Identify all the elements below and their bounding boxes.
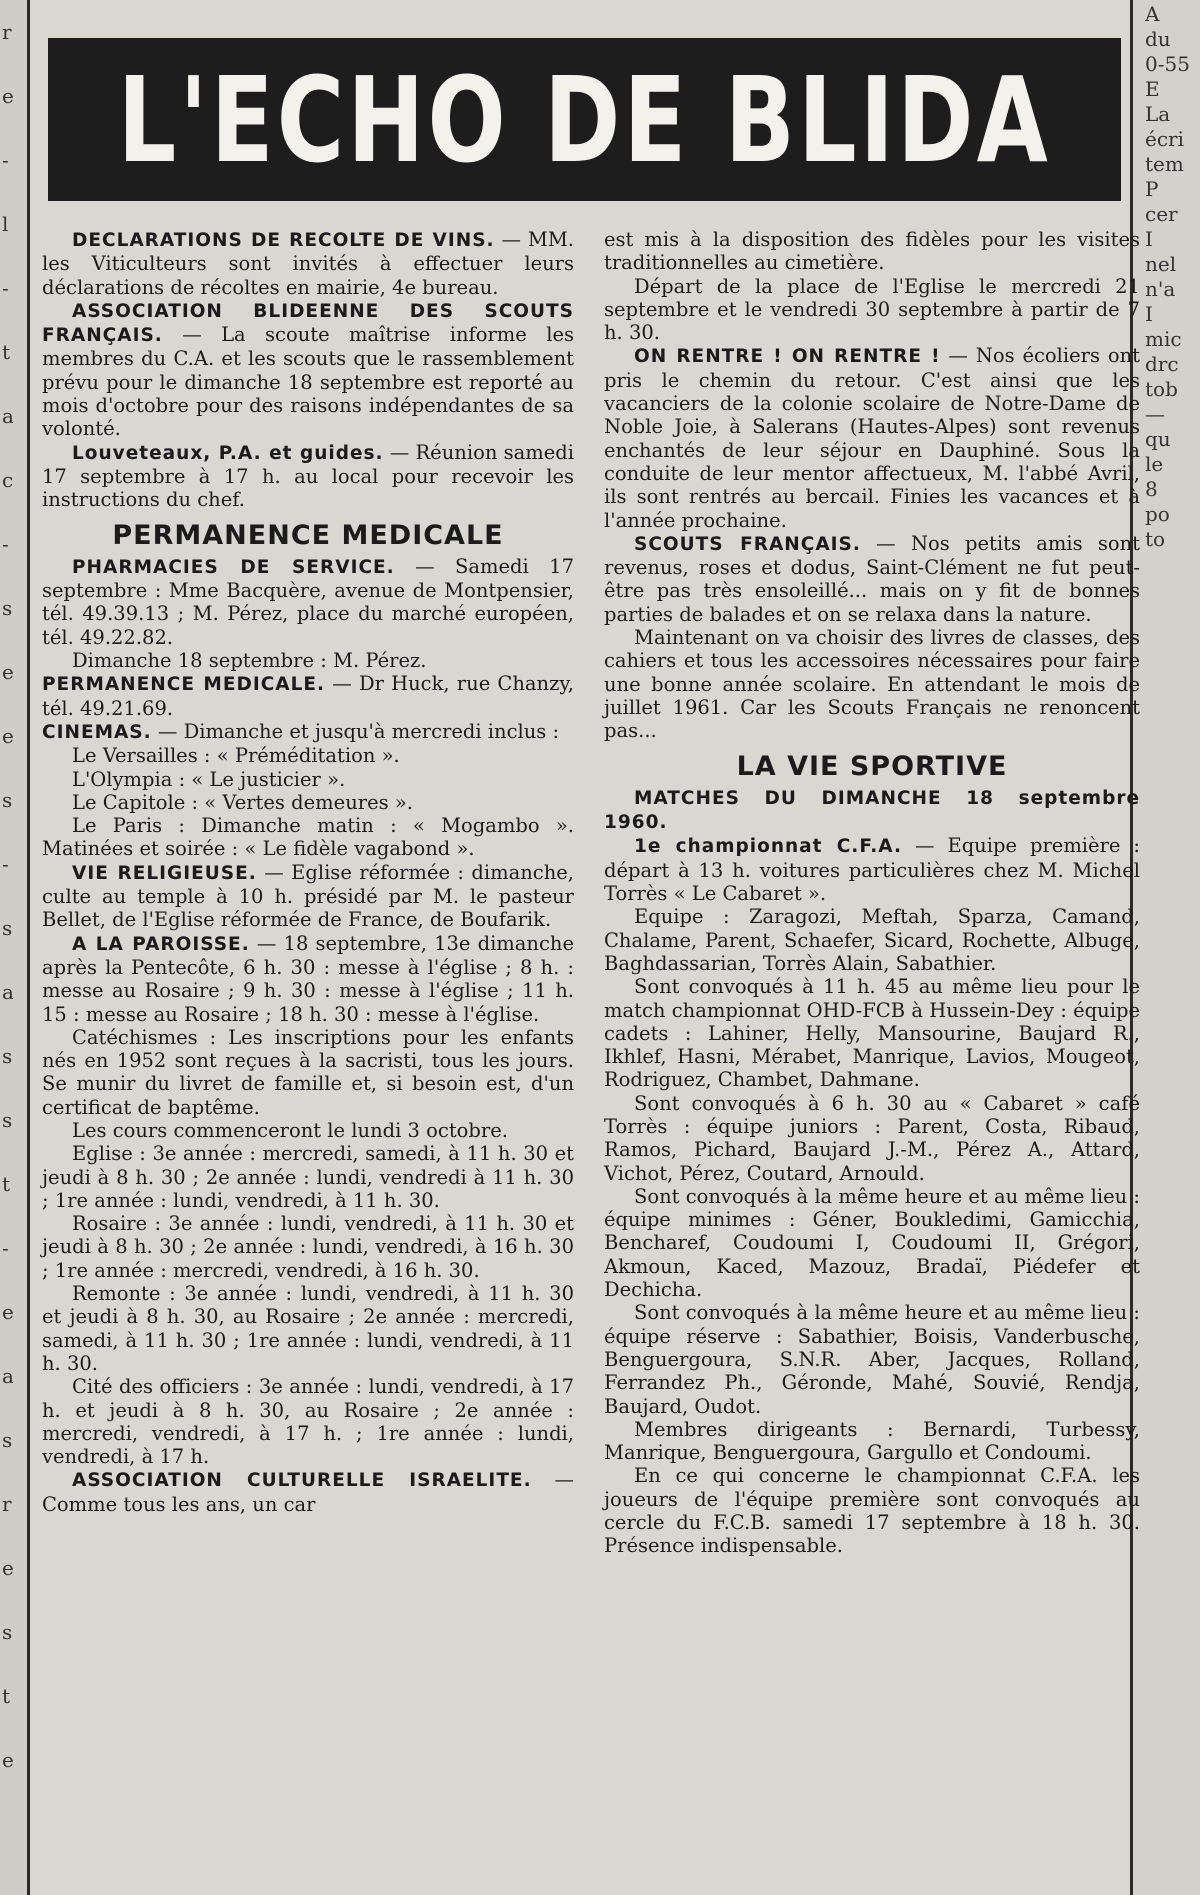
article-head: SCOUTS FRANÇAIS. xyxy=(634,533,861,555)
margin-fragment: - xyxy=(2,1236,9,1260)
article-head: MATCHES DU DIMANCHE 18 septembre 1960. xyxy=(604,787,1140,834)
article-permanence: PERMANENCE MEDICALE. — Dr Huck, rue Chanzy, tél. 49.21.69. xyxy=(42,672,574,720)
article-text: Remonte : 3e année : lundi, vendredi, à 11 h. 30 et jeudi à 8 h. 30, au Rosaire ; 2e année : mercredi, samedi, à 11 h. 30 ; 1re année : lundi, vendredi, à 11 h. 30. xyxy=(42,1282,574,1375)
masthead xyxy=(48,38,1121,201)
article-text: En ce qui concerne le championnat C.F.A. les joueurs de l'équipe première sont convoqués au cercle du F.C.B. samedi 17 septembre à 18 h. 30. Présence indispensable. xyxy=(604,1464,1140,1558)
margin-fragment: e xyxy=(2,1748,14,1772)
margin-fragment: e xyxy=(2,724,14,748)
article-text: Cité des officiers : 3e année : lundi, vendredi, à 17 h. et jeudi à 8 h. 30, au Rosaire ; 2e année : mercredi, vendredi, à 17 h. ; 1re année : lundi, vendredi, à 17 h. xyxy=(42,1375,574,1469)
article-championnat: 1e championnat C.F.A. — Equipe première : départ à 13 h. voitures particulières chez M. Michel Torrès « Le Cabaret ». xyxy=(604,834,1141,906)
article-text: Les cours commenceront le lundi 3 octobre. xyxy=(72,1118,508,1142)
margin-fragment: po xyxy=(1145,502,1170,526)
article-head: PERMANENCE MEDICALE. xyxy=(42,674,326,696)
right-column xyxy=(604,228,1140,1558)
margin-fragment: n'a xyxy=(1145,277,1176,301)
margin-fragment: le xyxy=(1145,452,1164,476)
article-louveteaux: Louveteaux, P.A. et guides. — Réunion samedi 17 septembre à 17 h. au local pour recevoir les instructions du chef. xyxy=(42,440,574,512)
article-paroisse: A LA PAROISSE. — 18 septembre, 13e dimanche après la Pentecôte, 6 h. 30 : messe à l'église ; 8 h. : messe au Rosaire ; 9 h. 30 : messe à l'église ; 11 h. 15 : messe au Rosaire ; 18 h. 30 : messe à l'église. xyxy=(42,931,575,1026)
margin-fragment: c xyxy=(2,468,14,492)
margin-fragment: t xyxy=(2,340,11,364)
right-margin-strip xyxy=(1130,0,1200,1895)
margin-fragment: l xyxy=(2,212,9,236)
article-head: ASSOCIATION CULTURELLE ISRAELITE. xyxy=(72,1470,532,1492)
article-scouts-blideens: ASSOCIATION BLIDEENNE DES SCOUTS FRANÇAIS. — La scoute maîtrise informe les membres du C.A. et les scouts que le rassemblement prévu pour le dimanche 18 septembre est reporté au mois d'octobre pour des raisons indépendantes de sa volonté. xyxy=(42,300,574,441)
article-text: Départ de la place de l'Eglise le mercredi 21 septembre et le vendredi 30 septembre à partir de 7 h. 30. xyxy=(604,274,1140,345)
article-scouts-francais: SCOUTS FRANÇAIS. — Nos petits amis sont revenus, roses et dodus, Saint-Clément ne fut peut-être pas très ensoleillé... mais on y fit de bonnes parties de balades et on se relaxa dans la nature. xyxy=(604,531,1140,626)
margin-fragment: s xyxy=(2,788,13,812)
margin-fragment: La xyxy=(1145,102,1171,126)
article-text: Membres dirigeants : Bernardi, Turbessy, Manrique, Benguergoura, Gargullo et Condoumi. xyxy=(604,1417,1140,1465)
article-pharmacies: PHARMACIES DE SERVICE. — Samedi 17 septembre : Mme Bacquère, avenue de Montpensier, tél. 49.39.13 ; M. Pérez, place du marché européen, tél. 49.22.82. xyxy=(42,554,574,649)
article-on-rentre: ON RENTRE ! ON RENTRE ! — Nos écoliers ont pris le chemin du retour. C'est ainsi que les vacanciers de la colonie scolaire de Notre-Dame de Noble Joie, à Salerans (Hautes-Alpes) sont revenus enchantés de leur séjour en Dauphiné. Sous la conduite de leur mentor affectueux, M. l'abbé Avril, ils sont rentrés au bercail. Finies les vacances et à l'année prochaine. xyxy=(604,344,1140,532)
margin-fragment: P xyxy=(1145,177,1159,201)
margin-fragment: 0-55 xyxy=(1145,52,1190,76)
section-heading-sport: LA VIE SPORTIVE xyxy=(736,750,1008,782)
article-culturelle: ASSOCIATION CULTURELLE ISRAELITE. — Comme tous les ans, un car xyxy=(42,1468,574,1516)
article-vie-religieuse: VIE RELIGIEUSE. — Eglise réformée : dimanche, culte au temple à 10 h. présidé par M. le pasteur Bellet, de l'Eglise réformée de France, de Boufarik. xyxy=(42,860,574,932)
margin-fragment: to xyxy=(1145,527,1166,551)
article-text: Sont convoqués à la même heure et au même lieu : équipe minimes : Géner, Boukledimi, Gamicchia, Bencharef, Coudoumi I, Coudoumi II, Grégori, Akmoun, Kaced, Mazouz, Bradaï, Piédefer et Dechicha. xyxy=(604,1184,1140,1302)
margin-fragment: du xyxy=(1145,27,1171,51)
article-head: A LA PAROISSE. xyxy=(72,933,250,955)
article-head: Louveteaux, P.A. et guides. xyxy=(72,442,384,464)
article-head: PHARMACIES DE SERVICE. xyxy=(72,556,395,578)
margin-fragment: E xyxy=(1145,77,1160,101)
article-text: Sont convoqués à 11 h. 45 au même lieu pour le match championnat OHD-FCB à Hussein-Dey : équipe cadets : Lahiner, Helly, Mansourine, Baujard R., Ikhlef, Hasni, Mérabet, Manrique, Lavios, Mougeot, Rodriguez, Chambet, Dahmane. xyxy=(604,975,1140,1092)
article-text: Sont convoqués à la même heure et au même lieu : équipe réserve : Sabathier, Boisis, Vanderbusche, Benguergoura, S.N.R. Aber, Jacques, Rolland, Ferrandez Ph., Géronde, Mahé, Souvié, Rendja, Baujard, Oudot. xyxy=(604,1301,1140,1418)
margin-fragment: a xyxy=(2,980,14,1004)
left-column xyxy=(42,228,574,1516)
article-text: Sont convoqués à 6 h. 30 au « Cabaret » café Torrès : équipe juniors : Parent, Costa, Ribaud, Ramos, Pichard, Baujard J.-M., Pérez A., Attard, Vichot, Pérez, Coutard, Arnould. xyxy=(604,1091,1140,1185)
margin-fragment: e xyxy=(2,1300,14,1324)
cinema-listing: Le Paris : Dimanche matin : « Mogambo ». Matinées et soirée : « Le fidèle vagabond ». xyxy=(42,814,574,861)
article-text: Eglise : 3e année : mercredi, samedi, à 11 h. 30 et jeudi à 8 h. 30 ; 2e année : lundi, vendredi à 11 h. 30 ; 1re année : lundi, vendredi, à 11 h. 30. xyxy=(42,1142,574,1212)
margin-fragment: tem xyxy=(1145,152,1184,176)
margin-fragment: — xyxy=(1145,402,1165,426)
margin-fragment: r xyxy=(2,20,12,44)
newspaper-title: L'ECHO DE BLIDA xyxy=(117,50,1052,189)
margin-fragment: I xyxy=(1145,227,1153,251)
margin-fragment: A xyxy=(1145,2,1160,26)
margin-fragment: mic xyxy=(1145,327,1182,351)
article-head: VIE RELIGIEUSE. xyxy=(72,862,257,884)
margin-fragment: - xyxy=(2,852,9,876)
article-head: ASSOCIATION BLIDEENNE DES SCOUTS FRANÇAIS. xyxy=(42,300,574,347)
margin-fragment: I xyxy=(1145,302,1153,326)
margin-fragment: e xyxy=(2,660,14,684)
section-heading-medical: PERMANENCE MEDICALE xyxy=(112,519,504,551)
margin-fragment: qu xyxy=(1145,427,1171,451)
cinema-listing: Le Versailles : « Préméditation ». xyxy=(72,744,400,768)
article-matches xyxy=(604,786,1140,835)
margin-fragment: s xyxy=(2,916,13,940)
margin-fragment: nel xyxy=(1145,252,1177,276)
margin-fragment: t xyxy=(2,1684,11,1708)
margin-fragment: s xyxy=(2,596,13,620)
margin-fragment: écri xyxy=(1145,127,1184,151)
article-cinemas: CINEMAS. — Dimanche et jusqu'à mercredi inclus : xyxy=(42,719,560,743)
margin-fragment: cer xyxy=(1145,202,1178,226)
article-text: Rosaire : 3e année : lundi, vendredi, à 11 h. 30 et jeudi à 8 h. 30 ; 2e année : lundi, vendredi, à 16 h. 30 ; 1re année : mercredi, vendredi, à 16 h. 30. xyxy=(42,1212,574,1282)
margin-fragment: t xyxy=(2,1172,11,1196)
margin-fragment: 8 xyxy=(1145,477,1158,501)
margin-fragment: e xyxy=(2,1556,14,1580)
margin-fragment: - xyxy=(2,532,9,556)
article-text: Catéchismes : Les inscriptions pour les enfants nés en 1952 sont reçues à la sacristi, tous les jours. Se munir du livret de famille et, si besoin est, d'un certificat de baptême. xyxy=(42,1025,574,1119)
margin-fragment: s xyxy=(2,1108,13,1132)
article-text: est mis à la disposition des fidèles pour les visites traditionnelles au cimetière. xyxy=(604,228,1140,275)
margin-fragment: - xyxy=(2,148,9,172)
margin-fragment: a xyxy=(2,404,14,428)
article-text: Maintenant on va choisir des livres de classes, des cahiers et tous les accessoires nécessaires pour faire une bonne année scolaire. En attendant le mois de juillet 1961. Car les Scouts Français ne renoncent pas... xyxy=(604,626,1140,743)
margin-fragment: tob xyxy=(1145,377,1178,401)
margin-fragment: - xyxy=(2,276,9,300)
margin-fragment: a xyxy=(2,1364,14,1388)
margin-fragment: s xyxy=(2,1620,13,1644)
article-text: Dimanche 18 septembre : M. Pérez. xyxy=(72,649,427,673)
cinema-listing: Le Capitole : « Vertes demeures ». xyxy=(72,790,413,814)
left-margin-strip xyxy=(0,0,30,1895)
article-head: CINEMAS. xyxy=(42,721,152,743)
margin-fragment: s xyxy=(2,1044,13,1068)
margin-fragment: e xyxy=(2,84,14,108)
margin-fragment: r xyxy=(2,1492,12,1516)
margin-fragment: s xyxy=(2,1428,13,1452)
article-text: Equipe : Zaragozi, Meftah, Sparza, Camand, Chalame, Parent, Schaefer, Sicard, Rochette, Albuge, Baghdassarian, Torrès Alain, Sabathier. xyxy=(604,905,1140,975)
cinema-listing: L'Olympia : « Le justicier ». xyxy=(72,767,346,791)
article-head: ON RENTRE ! ON RENTRE ! xyxy=(634,346,941,368)
margin-fragment: drc xyxy=(1145,352,1179,376)
article-head: DECLARATIONS DE RECOLTE DE VINS. xyxy=(72,230,495,251)
article-recolte: DECLARATIONS DE RECOLTE DE VINS. — MM. les Viticulteurs sont invités à effectuer leurs déclarations de récoltes en mairie, 4e bureau. xyxy=(42,228,574,299)
article-head: 1e championnat C.F.A. xyxy=(634,836,902,858)
